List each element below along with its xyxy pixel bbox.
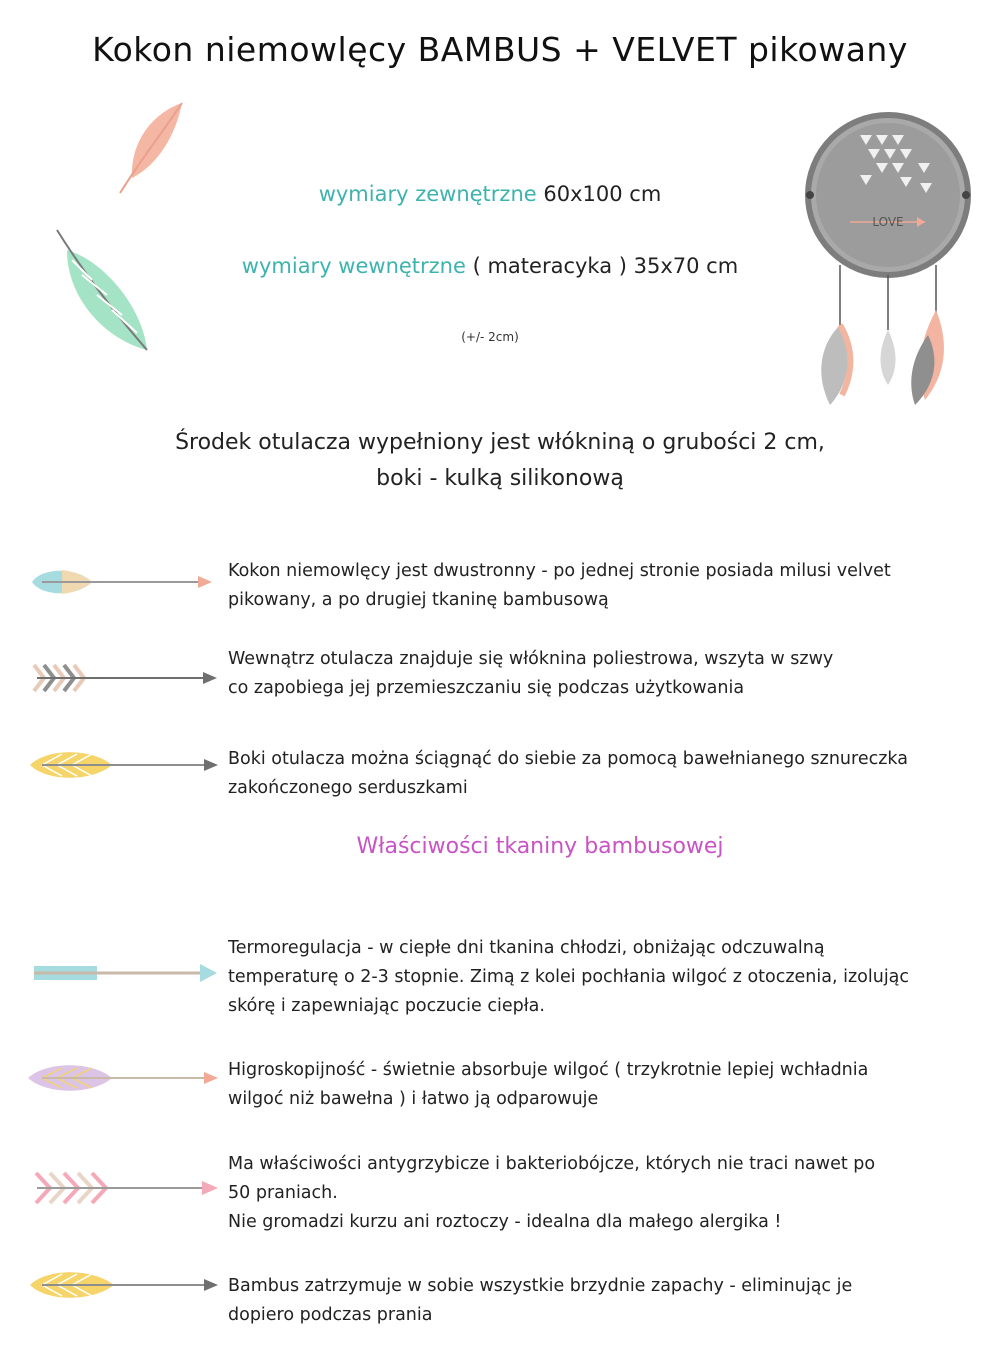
properties-heading: Właściwości tkaniny bambusowej xyxy=(356,834,724,859)
property-item xyxy=(228,1272,993,1330)
feature-item xyxy=(228,557,993,615)
property-line: Ma właściwości antygrzybicze i bakteriobójcze, których nie traci nawet po xyxy=(228,1154,876,1174)
property-line: temperaturę o 2-3 stopnie. Zimą z kolei pochłania wilgoć z otoczenia, izolując xyxy=(228,967,910,987)
outer-dimensions-label: wymiary zewnętrzne xyxy=(318,182,537,206)
arrow-icon xyxy=(22,1260,222,1310)
property-line: Termoregulacja - w ciepłe dni tkanina chłodzi, obniżając odczuwalną xyxy=(228,938,825,958)
property-line: wilgoć niż bawełna ) i łatwo ją odparowuje xyxy=(228,1089,599,1109)
arrow-icon xyxy=(22,1163,222,1213)
arrow-icon xyxy=(22,1053,222,1103)
property-line: Bambus zatrzymuje w sobie wszystkie brzydnie zapachy - eliminując je xyxy=(228,1276,853,1296)
property-line: Nie gromadzi kurzu ani roztoczy - idealna dla małego alergika ! xyxy=(228,1212,782,1232)
feature-line: Kokon niemowlęcy jest dwustronny - po jednej stronie posiada milusi velvet xyxy=(228,561,891,581)
arrow-icon xyxy=(22,653,222,703)
filling-line-1: Środek otulacza wypełniony jest włókniną o grubości 2 cm, xyxy=(175,430,825,455)
feature-item xyxy=(228,645,993,703)
feature-line: co zapobiega jej przemieszczaniu się podczas użytkowania xyxy=(228,678,745,698)
property-line: skórę i zapewniając poczucie ciepła. xyxy=(228,996,545,1016)
property-line: dopiero podczas prania xyxy=(228,1305,433,1325)
page-title: Kokon niemowlęcy BAMBUS + VELVET pikowany xyxy=(92,30,908,69)
inner-dimensions-label: wymiary wewnętrzne xyxy=(241,254,466,278)
property-item xyxy=(228,1056,993,1114)
feature-line: Wewnątrz otulacza znajduje się włóknina poliestrowa, wszyta w szwy xyxy=(228,649,834,669)
arrow-icon xyxy=(22,740,222,790)
outer-dimensions-value: 60x100 cm xyxy=(543,182,662,206)
feature-item xyxy=(228,745,993,803)
inner-dimensions-value: ( materacyka ) 35x70 cm xyxy=(472,254,739,278)
property-item xyxy=(228,934,993,1021)
filling-info xyxy=(0,425,1000,497)
arrow-icon xyxy=(22,948,222,998)
dimension-tolerance: (+/- 2cm) xyxy=(461,330,519,344)
inner-dimensions xyxy=(0,254,990,278)
property-line: Higroskopijność - świetnie absorbuje wilgoć ( trzykrotnie lepiej wchładnia xyxy=(228,1060,869,1080)
feature-line: zakończonego serduszkami xyxy=(228,778,468,798)
outer-dimensions xyxy=(0,182,990,206)
arrow-icon xyxy=(22,557,222,607)
property-item xyxy=(228,1150,993,1237)
property-line: 50 praniach. xyxy=(228,1183,338,1203)
dreamcatcher-label: LOVE xyxy=(872,215,904,229)
feature-line: Boki otulacza można ściągnąć do siebie za pomocą bawełnianego sznureczka xyxy=(228,749,908,769)
feature-line: pikowany, a po drugiej tkaninę bambusową xyxy=(228,590,609,610)
filling-line-2: boki - kulką silikonową xyxy=(376,466,624,491)
